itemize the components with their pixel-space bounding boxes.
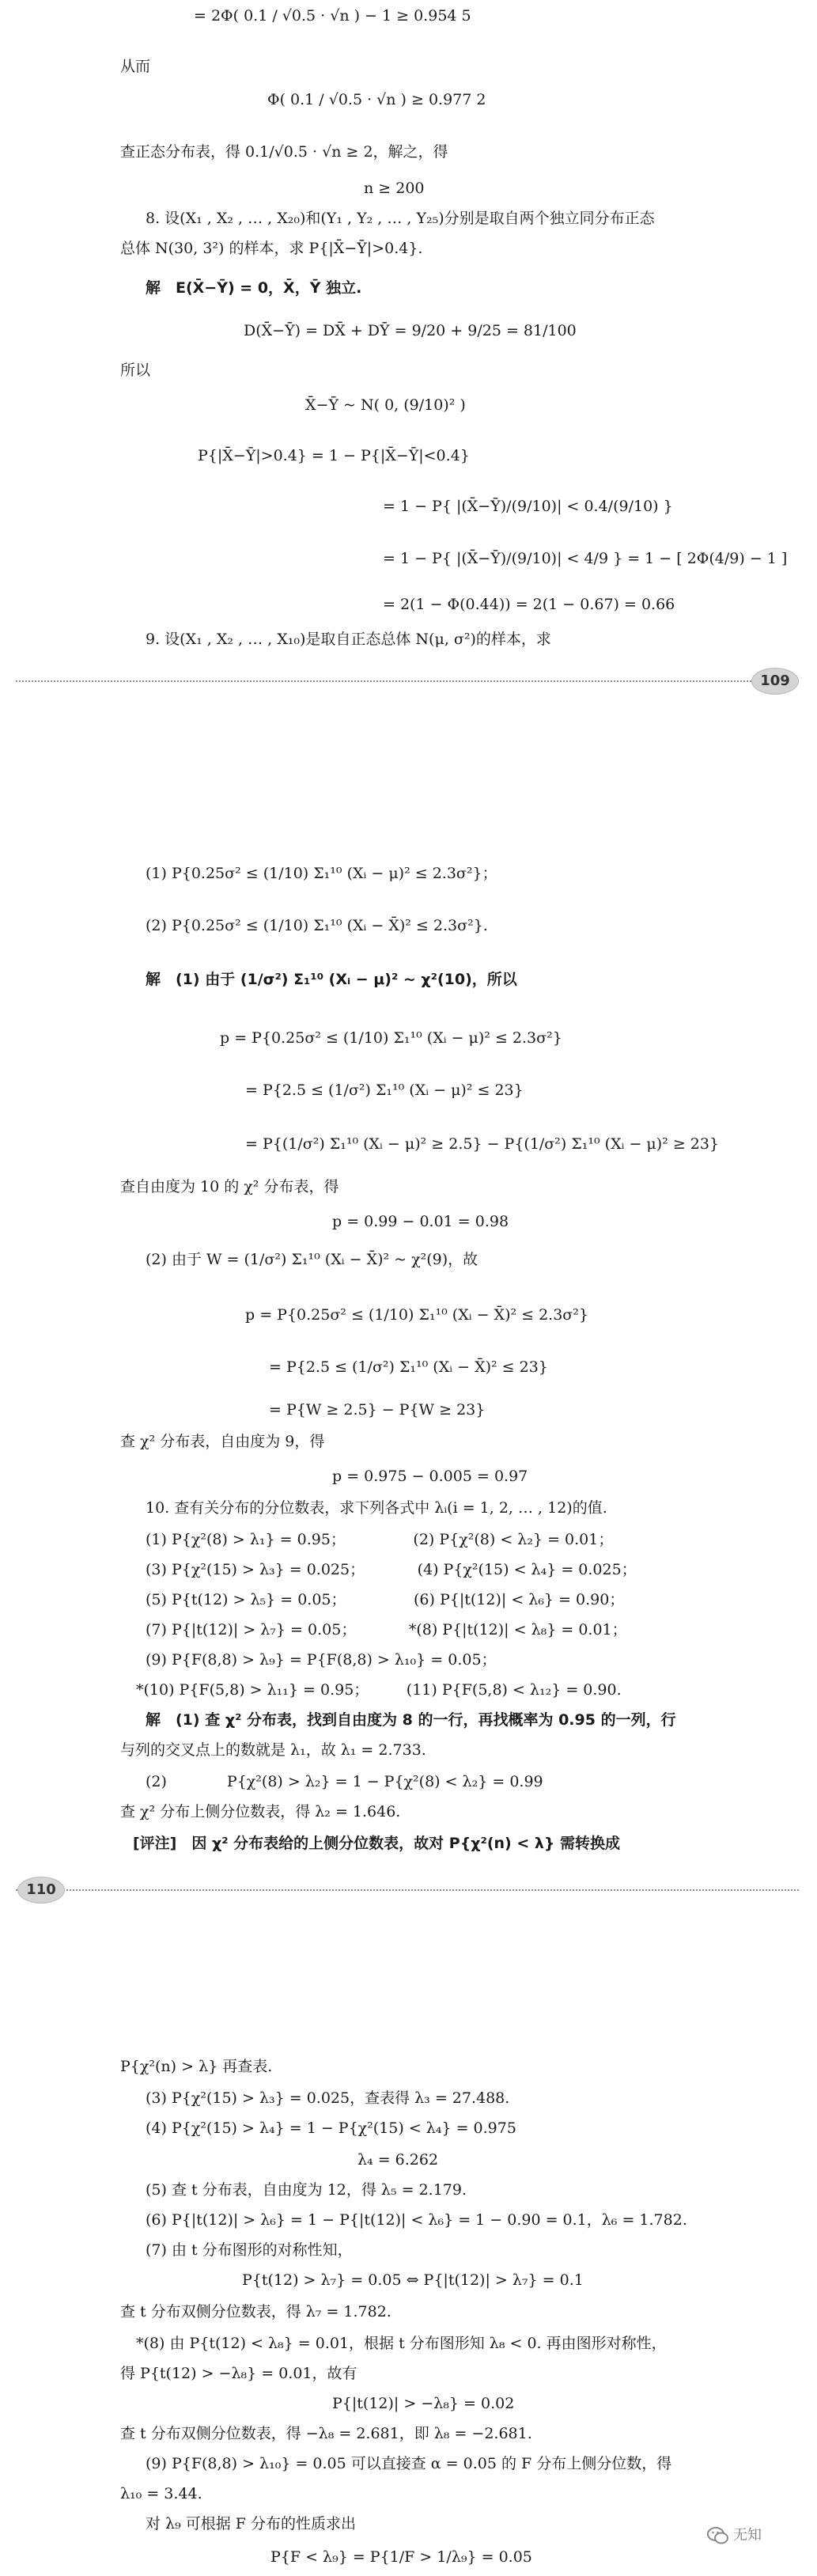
- text-line: 查自由度为 10 的 χ² 分布表，得: [120, 1178, 339, 1195]
- page-divider: [16, 680, 799, 682]
- text-line: 解 (1) 查 χ² 分布表，找到自由度为 8 的一行，再找概率为 0.95 的一列，行: [146, 1711, 676, 1729]
- text-line: (4) P{χ²(15) > λ₄} = 1 − P{χ²(15) < λ₄} = 0.975: [146, 2120, 516, 2137]
- text-line: 8. 设(X₁ , X₂ , … , X₂₀)和(Y₁ , Y₂ , … , Y₂₅)分别是取自两个独立同分布正态: [146, 210, 655, 227]
- text-line: 从而: [120, 58, 151, 75]
- text-line: 查 t 分布双侧分位数表，得 −λ₈ = 2.681，即 λ₈ = −2.681.: [120, 2425, 532, 2442]
- text-line: 总体 N(30, 3²) 的样本，求 P{|X̄−Ȳ|>0.4}.: [120, 240, 423, 257]
- text-line: λ₄ = 6.262: [357, 2151, 439, 2169]
- text-line: λ₁₀ = 3.44.: [120, 2485, 202, 2502]
- text-line: (3) P{χ²(15) > λ₃} = 0.025； (4) P{χ²(15) < λ₄} = 0.025；: [146, 1561, 637, 1578]
- text-line: (1) P{χ²(8) > λ₁} = 0.95； (2) P{χ²(8) < λ₂} = 0.01；: [146, 1531, 614, 1548]
- page-divider: [16, 1889, 799, 1891]
- text-line: (7) 由 t 分布图形的对称性知，: [146, 2241, 353, 2259]
- text-line: 得 P{t(12) > −λ₈} = 0.01，故有: [120, 2365, 357, 2382]
- text-line: p = P{0.25σ² ≤ (1/10) Σ₁¹⁰ (Xᵢ − X̄)² ≤ 2.3σ²}: [245, 1306, 588, 1324]
- text-line: (5) P{t(12) > λ₅} = 0.05； (6) P{|t(12)| < λ₆} = 0.90；: [146, 1591, 625, 1608]
- text-line: 解 E(X̄−Ȳ) = 0，X̄，Ȳ 独立.: [146, 279, 362, 297]
- text-line: = 2(1 − Φ(0.44)) = 2(1 − 0.67) = 0.66: [383, 596, 675, 613]
- text-line: P{χ²(n) > λ} 再查表.: [120, 2058, 273, 2075]
- text-line: 与列的交叉点上的数就是 λ₁，故 λ₁ = 2.733.: [120, 1741, 426, 1759]
- text-line: 查 χ² 分布上侧分位数表，得 λ₂ = 1.646.: [120, 1803, 401, 1820]
- text-line: (1) P{0.25σ² ≤ (1/10) Σ₁¹⁰ (Xᵢ − μ)² ≤ 2.3σ²}；: [146, 865, 497, 882]
- text-line: P{F < λ₉} = P{1/F > 1/λ₉} = 0.05: [270, 2548, 532, 2566]
- text-line: (3) P{χ²(15) > λ₃} = 0.025，查表得 λ₃ = 27.488.: [146, 2089, 510, 2107]
- text-line: P{|X̄−Ȳ|>0.4} = 1 − P{|X̄−Ȳ|<0.4}: [198, 447, 470, 464]
- text-line: 10. 查有关分布的分位数表，求下列各式中 λᵢ(i = 1, 2, … , 12)的值.: [146, 1499, 607, 1517]
- text-line: *(10) P{F(5,8) > λ₁₁} = 0.95； (11) P{F(5,8) < λ₁₂} = 0.90.: [136, 1681, 622, 1699]
- text-line: P{|t(12)| > −λ₈} = 0.02: [332, 2395, 515, 2412]
- page-number: 109: [751, 668, 799, 695]
- text-line: (7) P{|t(12)| > λ₇} = 0.05； *(8) P{|t(12)| < λ₈} = 0.01；: [146, 1621, 627, 1638]
- text-line: 查 χ² 分布表，自由度为 9，得: [120, 1433, 325, 1450]
- text-line: (2) 由于 W = (1/σ²) Σ₁¹⁰ (Xᵢ − X̄)² ~ χ²(9)，故: [146, 1251, 478, 1268]
- text-line: Φ( 0.1 / √0.5 · √n ) ≥ 0.977 2: [267, 91, 486, 108]
- text-line: (9) P{F(8,8) > λ₁₀} = 0.05 可以直接查 α = 0.05 的 F 分布上侧分位数，得: [146, 2455, 672, 2472]
- text-line: (2) P{χ²(8) > λ₂} = 1 − P{χ²(8) < λ₂} = 0.99: [146, 1773, 543, 1790]
- text-line: (6) P{|t(12)| > λ₆} = 1 − P{|t(12)| < λ₆} = 1 − 0.90 = 0.1，λ₆ = 1.782.: [146, 2211, 687, 2229]
- text-line: P{t(12) > λ₇} = 0.05 ⇔ P{|t(12)| > λ₇} = 0.1: [242, 2271, 584, 2289]
- text-line: = 2Φ( 0.1 / √0.5 · √n ) − 1 ≥ 0.954 5: [194, 7, 471, 25]
- text-line: (9) P{F(8,8) > λ₉} = P{F(8,8) > λ₁₀} = 0.05；: [146, 1651, 497, 1669]
- wechat-icon: [706, 2524, 730, 2548]
- text-line: p = 0.99 − 0.01 = 0.98: [332, 1213, 509, 1230]
- text-line: = P{2.5 ≤ (1/σ²) Σ₁¹⁰ (Xᵢ − X̄)² ≤ 23}: [269, 1358, 548, 1376]
- text-line: D(X̄−Ȳ) = DX̄ + DȲ = 9/20 + 9/25 = 81/100: [244, 322, 577, 339]
- text-line: n ≥ 200: [364, 180, 425, 197]
- text-line: 查正态分布表，得 0.1/√0.5 · √n ≥ 2，解之，得: [120, 143, 448, 161]
- text-line: = 1 − P{ |(X̄−Ȳ)/(9/10)| < 4/9 } = 1 − [ 2Φ(4/9) − 1 ]: [383, 550, 788, 567]
- text-line: (2) P{0.25σ² ≤ (1/10) Σ₁¹⁰ (Xᵢ − X̄)² ≤ 2.3σ²}.: [146, 917, 488, 934]
- text-line: 9. 设(X₁ , X₂ , … , X₁₀)是取自正态总体 N(μ, σ²)的样本，求: [146, 631, 551, 648]
- text-line: 所以: [120, 362, 151, 379]
- text-line: 查 t 分布双侧分位数表，得 λ₇ = 1.782.: [120, 2303, 391, 2320]
- text-line: *(8) 由 P{t(12) < λ₈} = 0.01，根据 t 分布图形知 λ₈ < 0. 再由图形对称性，: [136, 2335, 667, 2352]
- text-line: X̄−Ȳ ~ N( 0, (9/10)² ): [305, 396, 466, 414]
- watermark-text: 无知: [733, 2527, 762, 2544]
- text-line: = P{(1/σ²) Σ₁¹⁰ (Xᵢ − μ)² ≥ 2.5} − P{(1/σ²) Σ₁¹⁰ (Xᵢ − μ)² ≥ 23}: [245, 1135, 720, 1153]
- page-109: [0, 0, 817, 665]
- text-line: [评注] 因 χ² 分布表给的上侧分位数表，故对 P{χ²(n) < λ} 需转换成: [133, 1835, 621, 1852]
- text-line: = P{2.5 ≤ (1/σ²) Σ₁¹⁰ (Xᵢ − μ)² ≤ 23}: [245, 1082, 524, 1099]
- text-line: p = 0.975 − 0.005 = 0.97: [332, 1468, 528, 1485]
- text-line: 解 (1) 由于 (1/σ²) Σ₁¹⁰ (Xᵢ − μ)² ~ χ²(10)，所以: [146, 971, 517, 988]
- text-line: (5) 查 t 分布表，自由度为 12，得 λ₅ = 2.179.: [146, 2181, 467, 2199]
- page-number: 110: [17, 1877, 65, 1904]
- text-line: = P{W ≥ 2.5} − P{W ≥ 23}: [269, 1401, 486, 1419]
- text-line: 对 λ₉ 可根据 F 分布的性质求出: [146, 2515, 357, 2532]
- text-line: p = P{0.25σ² ≤ (1/10) Σ₁¹⁰ (Xᵢ − μ)² ≤ 2.3σ²}: [220, 1029, 562, 1047]
- text-line: = 1 − P{ |(X̄−Ȳ)/(9/10)| < 0.4/(9/10) }: [383, 498, 673, 515]
